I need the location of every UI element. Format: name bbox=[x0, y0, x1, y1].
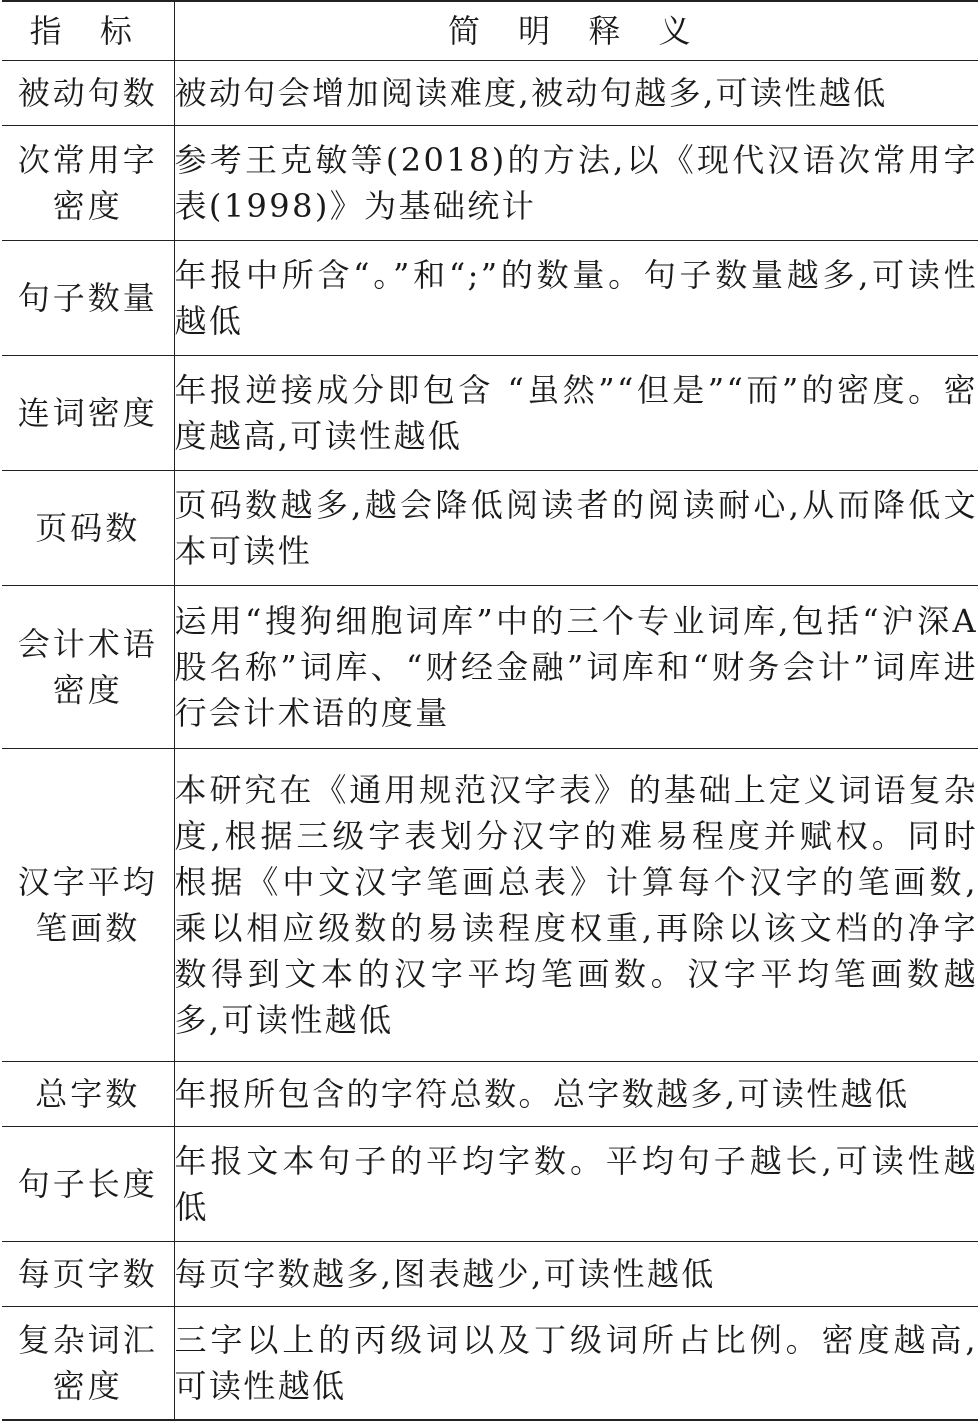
indicator-name: 会计术语密度 bbox=[17, 625, 158, 709]
indicator-description: 本研究在《通用规范汉字表》的基础上定义词语复杂度,根据三级字表划分汉字的难易程度并赋权。同时根据《中文汉字笔画总表》计算每个汉字的笔画数,乘以相应级数的易读程度权重,再除以该文档的净字数得到文本的汉字平均笔画数。汉字平均笔画数越多,可读性越低 bbox=[174, 771, 978, 1039]
description-cell bbox=[174, 356, 978, 471]
table-row bbox=[2, 1127, 978, 1242]
description-cell bbox=[174, 471, 978, 586]
indicator-cell bbox=[2, 1242, 174, 1307]
indicator-description: 年报逆接成分即包含 “虽然”“但是”“而”的密度。密度越高,可读性越低 bbox=[174, 371, 978, 455]
description-cell bbox=[174, 61, 978, 126]
indicator-description: 参考王克敏等(2018)的方法,以《现代汉语次常用字表(1998)》为基础统计 bbox=[174, 141, 978, 225]
indicator-name: 每页字数 bbox=[17, 1255, 158, 1293]
header-indicator-cell bbox=[2, 1, 174, 61]
indicator-cell bbox=[2, 126, 174, 241]
table-row bbox=[2, 356, 978, 471]
description-cell bbox=[174, 1307, 978, 1421]
description-cell bbox=[174, 586, 978, 749]
indicator-description: 年报文本句子的平均字数。平均句子越长,可读性越低 bbox=[174, 1142, 978, 1226]
indicator-cell bbox=[2, 61, 174, 126]
table-row bbox=[2, 126, 978, 241]
indicator-description: 运用“搜狗细胞词库”中的三个专业词库,包括“沪深A股名称”词库、“财经金融”词库和“财务会计”词库进行会计术语的度量 bbox=[174, 602, 978, 732]
table-row bbox=[2, 586, 978, 749]
table-row bbox=[2, 61, 978, 126]
indicator-table-page bbox=[2, 0, 978, 1427]
header-description: 简 明 释 义 bbox=[447, 12, 705, 50]
indicator-name: 句子长度 bbox=[17, 1165, 158, 1203]
indicator-cell bbox=[2, 356, 174, 471]
indicator-description: 三字以上的丙级词以及丁级词所占比例。密度越高,可读性越低 bbox=[174, 1321, 978, 1405]
indicator-description: 被动句会增加阅读难度,被动句越多,可读性越低 bbox=[174, 74, 888, 112]
header-description-cell bbox=[174, 1, 978, 61]
indicator-name: 连词密度 bbox=[17, 394, 158, 432]
description-cell bbox=[174, 749, 978, 1062]
indicator-description: 年报所包含的字符总数。总字数越多,可读性越低 bbox=[174, 1075, 910, 1113]
description-cell bbox=[174, 126, 978, 241]
indicator-name: 次常用字密度 bbox=[17, 141, 158, 225]
indicator-cell bbox=[2, 241, 174, 356]
indicator-cell bbox=[2, 586, 174, 749]
indicator-description: 年报中所含“。”和“;”的数量。句子数量越多,可读性越低 bbox=[174, 256, 978, 340]
table-row bbox=[2, 1062, 978, 1127]
indicator-cell bbox=[2, 749, 174, 1062]
description-cell bbox=[174, 1062, 978, 1127]
indicator-name: 总字数 bbox=[35, 1075, 141, 1113]
indicator-name: 句子数量 bbox=[17, 279, 158, 317]
table-row bbox=[2, 1242, 978, 1307]
description-cell bbox=[174, 1127, 978, 1242]
indicator-name: 页码数 bbox=[35, 509, 141, 547]
indicator-cell bbox=[2, 1307, 174, 1421]
indicator-cell bbox=[2, 471, 174, 586]
table-row bbox=[2, 241, 978, 356]
description-cell bbox=[174, 1242, 978, 1307]
indicator-cell bbox=[2, 1062, 174, 1127]
description-cell bbox=[174, 241, 978, 356]
indicator-name: 复杂词汇密度 bbox=[17, 1321, 158, 1405]
table-row bbox=[2, 1307, 978, 1421]
indicator-description: 页码数越多,越会降低阅读者的阅读耐心,从而降低文本可读性 bbox=[174, 486, 978, 570]
table-row bbox=[2, 471, 978, 586]
indicator-description: 每页字数越多,图表越少,可读性越低 bbox=[174, 1255, 716, 1293]
indicator-name: 被动句数 bbox=[17, 74, 158, 112]
indicator-name: 汉字平均笔画数 bbox=[17, 863, 158, 947]
table-row bbox=[2, 749, 978, 1062]
readability-indicator-table bbox=[2, 0, 978, 1421]
header-indicator: 指 标 bbox=[29, 12, 146, 50]
table-header-row bbox=[2, 1, 978, 61]
indicator-cell bbox=[2, 1127, 174, 1242]
